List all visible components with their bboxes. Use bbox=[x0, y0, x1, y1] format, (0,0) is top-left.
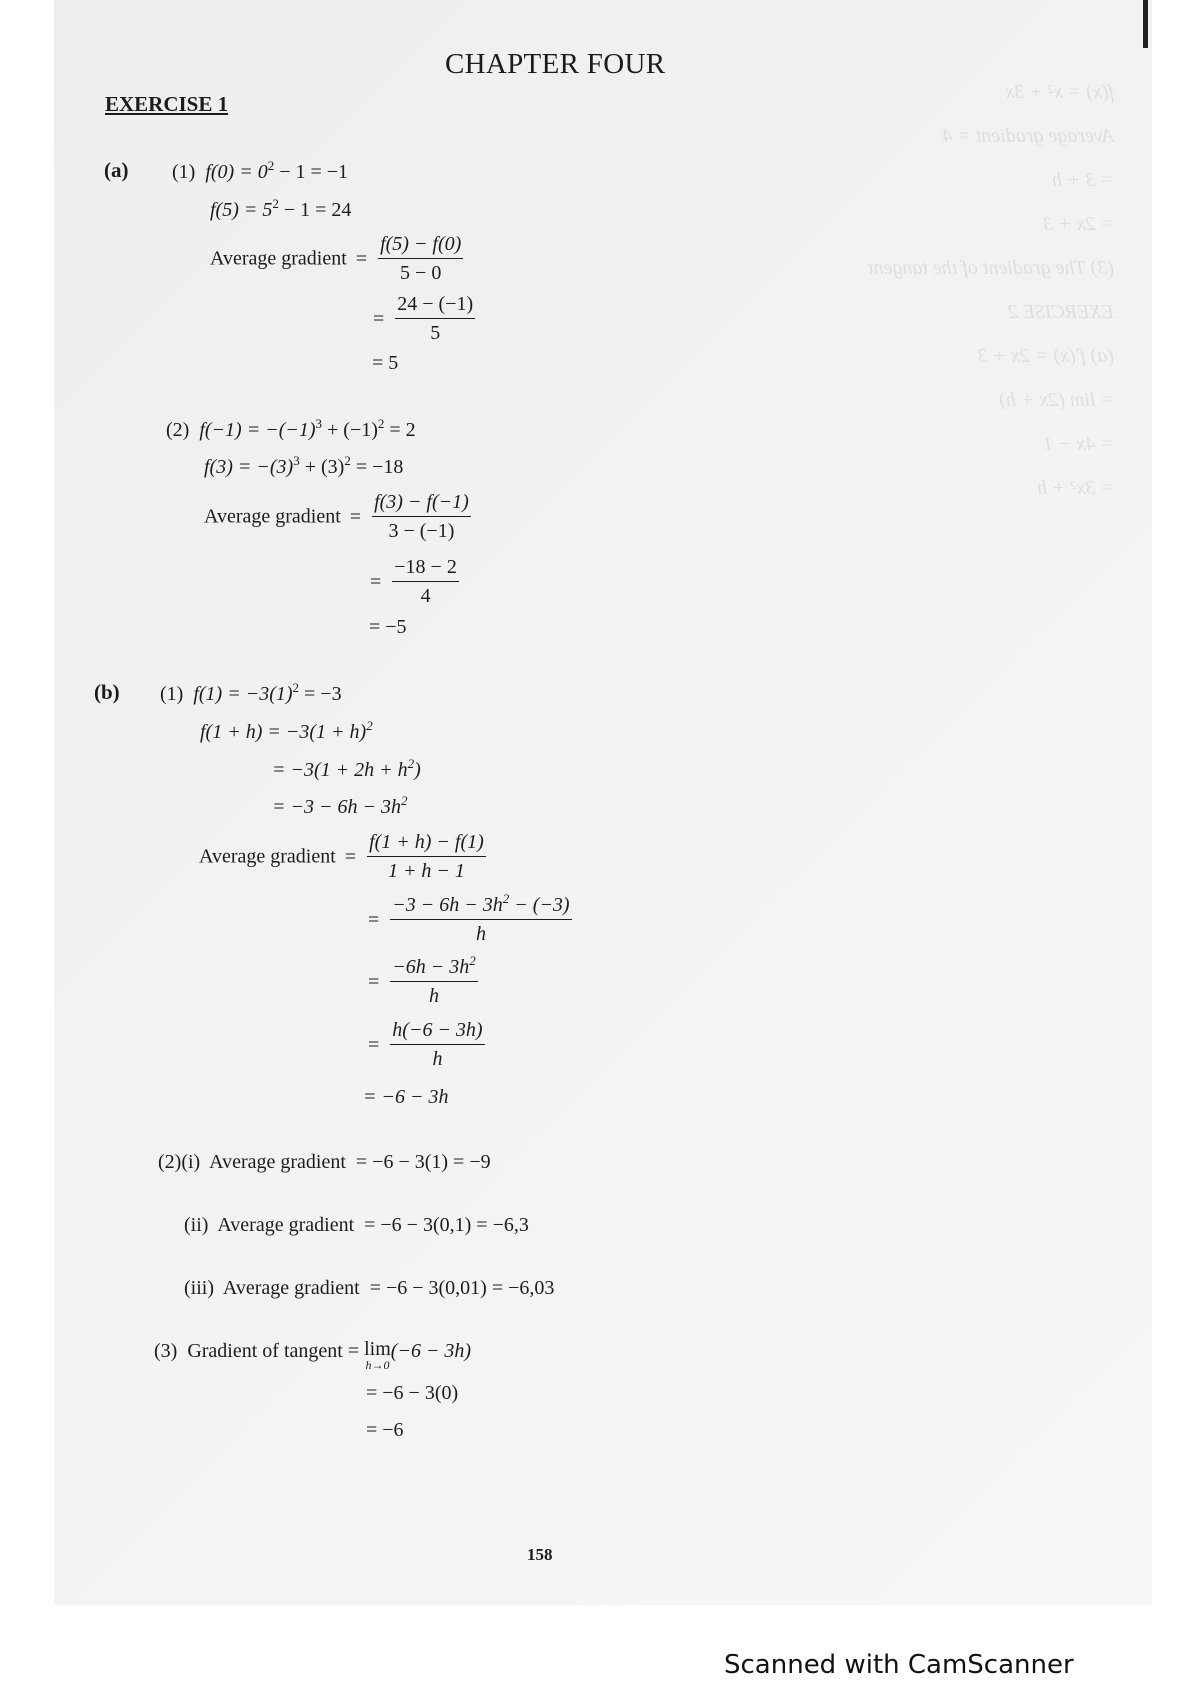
b1-result: = −6 − 3h bbox=[363, 1086, 449, 1108]
a2-fraction-2: $\frac{-18 - 2}{4}$ bbox=[394, 556, 457, 607]
part-b-label: (b) bbox=[94, 680, 120, 704]
b1-fraction-1: $\frac{f(1 + h) - f(1)}{1 + h - 1}$ bbox=[369, 831, 484, 882]
b1-frac2-row: = $\frac{-3 - 6h - 3h^2 - (-3)}{h}$ bbox=[368, 891, 570, 945]
a1-f5-tail: − 1 = 24 bbox=[278, 199, 352, 221]
a2-avg-row: Average gradient = $\frac{f(3) - f(-1)}{3 - (-1)}$ bbox=[204, 491, 469, 542]
b2-iii-row: (iii) Average gradient = −6 − 3(0,01) = −6,03 bbox=[184, 1277, 555, 1299]
a2-line-2: $f(3) = -(3)^3 + (3)^2 = -18$ bbox=[204, 453, 404, 478]
a2-fraction-1: $\frac{f(3) - f(-1)}{3 - (-1)}$ bbox=[374, 491, 469, 542]
b1-fraction-3: $\frac{-6h - 3h^2}{h}$ bbox=[392, 953, 476, 1007]
page-number: 158 bbox=[527, 1545, 553, 1564]
b1-line-3: = $-3(1 + 2h + h^2)$ bbox=[272, 756, 421, 781]
b1-label: (1) bbox=[160, 683, 184, 705]
part-a-label: (a) bbox=[104, 158, 129, 182]
a1-line-1 bbox=[172, 160, 348, 184]
a2-avg-label: Average gradient bbox=[204, 505, 341, 528]
exercise-title: EXERCISE 1 bbox=[105, 92, 229, 116]
limit-operator: lim h→0 bbox=[364, 1338, 391, 1372]
a1-line-2 bbox=[210, 198, 351, 222]
b1-line-1: (1) $f(1) = -3(1)^2 = -3$ bbox=[160, 680, 342, 705]
a1-f0-exp: 2 bbox=[267, 158, 275, 173]
a1-label: (1) bbox=[172, 161, 196, 183]
a1-f0: f(0) = 0 bbox=[205, 161, 268, 183]
scanner-watermark: Scanned with CamScanner bbox=[724, 1650, 1074, 1680]
a1-fraction-1: $\frac{f(5) - f(0)}{5 - 0}$ bbox=[380, 233, 462, 284]
b1-line-2: $f(1 + h) = -3(1 + h)^2$ bbox=[200, 718, 373, 743]
bleed-through-text: f(x) = x² + 3x Average gradient = 4 = 3 + h = 2x + 3 (3) The gradient of the tangent EXERCISE 2 (a) f′(x) = 2x + 3 = lim (2x + h) = 4x − 1 = 3x² + h bbox=[867, 81, 1114, 499]
a1-f5-exp: 2 bbox=[272, 196, 279, 211]
a2-line-1: (2) $f(-1) = -(-1)^3 + (-1)^2 = 2$ bbox=[166, 416, 416, 441]
page-edge-mark bbox=[1143, 0, 1148, 48]
a1-frac2-row: = $\frac{24 - (-1)}{5}$ bbox=[373, 293, 474, 344]
b3-label: (3) bbox=[154, 1340, 178, 1362]
a1-avg-label: Average gradient bbox=[210, 247, 347, 270]
a1-fraction-2: $\frac{24 - (-1)}{5}$ bbox=[397, 293, 474, 344]
a2-result: = −5 bbox=[369, 616, 407, 638]
b2-i-row: (2)(i) Average gradient = −6 − 3(1) = −9 bbox=[158, 1151, 491, 1173]
b1-frac3-row: = $\frac{-6h - 3h^2}{h}$ bbox=[368, 953, 476, 1007]
b3-line-2: = −6 − 3(0) bbox=[366, 1382, 459, 1404]
a1-f0-tail: − 1 = −1 bbox=[274, 161, 349, 183]
b2-ii-row: (ii) Average gradient = −6 − 3(0,1) = −6,3 bbox=[184, 1214, 529, 1236]
a1-avg-row: Average gradient = $\frac{f(5) - f(0)}{5 - 0}$ bbox=[210, 233, 462, 284]
a2-label: (2) bbox=[166, 419, 190, 441]
a1-f5: f(5) = 5 bbox=[210, 199, 273, 221]
b1-fraction-4: $\frac{h(-6 - 3h)}{h}$ bbox=[392, 1019, 483, 1070]
a2-frac2-row: = $\frac{-18 - 2}{4}$ bbox=[370, 556, 457, 607]
b1-fraction-2: $\frac{-3 - 6h - 3h^2 - (-3)}{h}$ bbox=[392, 891, 570, 945]
b1-line-4: = $-3 - 6h - 3h^2$ bbox=[272, 793, 408, 818]
b3-line-3: = −6 bbox=[366, 1419, 404, 1441]
b1-frac4-row: = $\frac{h(-6 - 3h)}{h}$ bbox=[368, 1019, 483, 1070]
a1-result: = 5 bbox=[372, 352, 399, 374]
b3-row: (3) Gradient of tangent = lim h→0 (−6 − 3h) bbox=[154, 1338, 472, 1372]
b1-avg-label: Average gradient bbox=[199, 845, 336, 868]
chapter-title: CHAPTER FOUR bbox=[445, 48, 666, 80]
b1-avg-row: Average gradient = $\frac{f(1 + h) - f(1)}{1 + h - 1}$ bbox=[199, 831, 484, 882]
